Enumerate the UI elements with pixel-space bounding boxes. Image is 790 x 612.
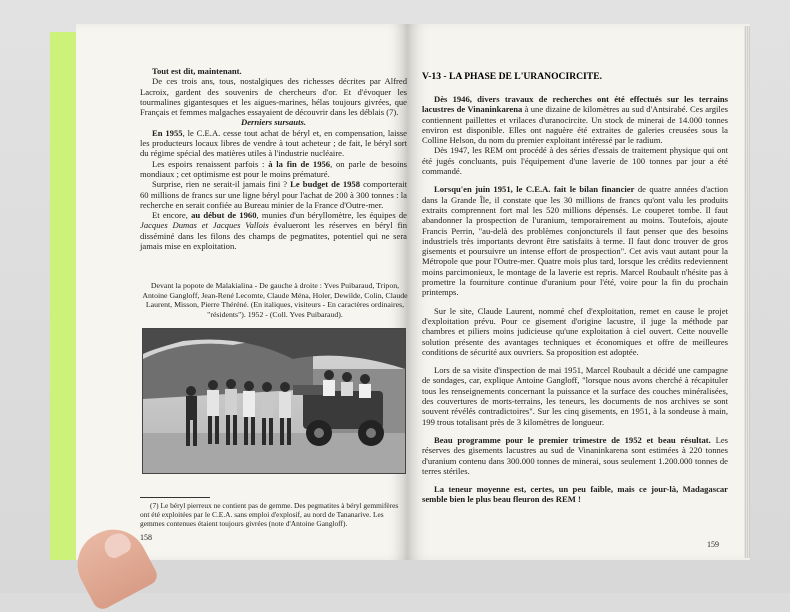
page-edges	[744, 26, 750, 558]
paragraph-1947: Dès 1947, les REM ont procédé à des séries d'essais de traitement physique qui ont été jugés concluants, puis l'équipement d'une laverie de 100 tonnes par jour a été commandé.	[422, 145, 728, 177]
paragraph-programme	[422, 435, 728, 476]
paragraph-1955-text: , le C.E.A. cesse tout achat de béryl et, en compensation, laisse les producteurs locaux libres de vendre à tout acheteur ; de fait, le béryl sort du régime spécial des matières utiles à l'industrie nucléaire.	[140, 127, 407, 159]
photo-caption: Devant la popote de Malakialina - De gauche à droite : Yves Puibaraud, Tripon, Antoine Gangloff, Jean-René Lecomte, Claude Ména, Holer, Dewilde, Colin, Claude Laurent, Misson, Pierre Théréné. (En italiques, visiteurs - En caractères ordinaires, "résidents"). 1952 - (Coll. Yves Puibaraud).	[142, 281, 408, 319]
left-page-number: 158	[140, 533, 152, 542]
r1-rest: à une dizaine de kilomètres au sud d'Antsirabé. Ces argiles contiennent paillettes et vrilaces d'uranocircite. Un stock de minerai de 14.000 tonnes environ est disponible. Elles ont naguère été extraites de galeries creusées sous la Colline Helson, du nom du premier exploitant intéressé par le radium.	[422, 104, 728, 146]
intro-paragraph: De ces trois ans, tous, nostalgiques des richesses décrites par Alfred Lacroix, gardent des souvenirs de chercheurs d'or. Et d'évoquer les tourmalines gigantesques et les aigues-marines, hélas toujours givrées, que Français et femmes malgaches essayaient de découvrir dans les déblais (7).	[140, 76, 407, 118]
paragraph-1956	[140, 159, 407, 180]
r1-bold: Dès 1946, divers travaux de recherches ont été effectués sur les terrains lacustres de Vinaninkarena	[422, 94, 728, 115]
p4-bold: au début de 1960	[191, 210, 257, 221]
left-text-column	[140, 66, 407, 251]
r6-rest: Les réserves des gisements lacustres au sud de Vinaninkarena sont estimées à 220 tonnes d'uranium contenu dans 300.000 tonnes de minerai, sous seulement 1.200.000 tonnes de terres stériles.	[422, 434, 728, 476]
p2-rest: , on parle de besoins mondiaux ; cet optimisme est pour le moins prématuré.	[140, 158, 407, 179]
section-title: Derniers sursauts.	[241, 117, 306, 128]
footnote-rule	[140, 497, 210, 498]
right-page-number: 159	[707, 540, 719, 549]
p3-rest: comporterait 60 millions de francs sur une ligne béryl pour l'achat de 200 à 300 tonnes : la recherche en serait confiée au Bureau minier de la France d'Outre-mer.	[140, 179, 407, 210]
intro-heading: Tout est dit, maintenant.	[152, 66, 242, 76]
footnote-text: (7) Le béryl pierreux ne contient pas de gemme. Des pegmatites à béryl gemmifères ont été exploitées par le C.E.A. sans emploi d'explosif, au nord de Tananarive. Les gemmes contenues étaient toujours givrées (note d'Antoine Gangloff).	[140, 501, 399, 528]
paragraph-1951	[422, 184, 728, 297]
r3-bold: Lorsqu'en juin 1951, le C.E.A. fait le bilan financier	[434, 184, 635, 195]
r6-bold: Beau programme pour le premier trimestre de 1952 et beau résultat.	[434, 434, 711, 445]
paragraph-inspection: Lors de sa visite d'inspection de mai 1951, Marcel Roubault a décidé une campagne de sondages, car, explique Antoine Gangloff, "lorsque nous avons cherché à récapituler tous les renseignements concernant la puissance et la surface des couches minéralisées, des couvertures de morts-terrains, les teneurs, les documents de nos archives se sont souvent révélés contradictoires". Sur les cinq gisements, en 1951, à la sondeuse à main, 199 trous totalisant près de 3 kilomètres de longueur.	[422, 365, 728, 427]
p3-bold: Le budget de 1958	[290, 179, 361, 190]
paragraph-1958	[140, 179, 407, 210]
year-1955: En 1955	[152, 127, 183, 138]
r7-bold: La teneur moyenne est, certes, un peu faible, mais ce jour-là, Madagascar semble bien le plus beau fleuron des REM !	[422, 484, 728, 505]
footnote	[140, 502, 408, 528]
p4-rest: évalueront les réserves en béryl fin disséminé dans les filons des champs de pegmatites, potentiel qui ne sera jamais mise en exploitation.	[140, 220, 407, 252]
right-text-column	[422, 94, 728, 505]
paragraph-1946	[422, 94, 728, 145]
paragraph-site: Sur le site, Claude Laurent, nommé chef d'exploitation, remet en cause le projet d'exploitation prévu. Pour ce gisement d'origine lacustre, il juge la méthode par chambres et piliers moins judicieuse qu'une exploitation à ciel ouvert. Cette nouvelle solution présente des avantages techniques et économiques et offre de meilleures conditions de sécurité aux ouvriers. Sa proposition est adoptée.	[422, 305, 728, 357]
p3-text: Surprise, rien ne serait-il jamais fini ?	[152, 179, 291, 190]
p2-text: Les espoirs renaissent parfois :	[152, 158, 269, 169]
p4-text: Et encore,	[152, 210, 192, 221]
group-photo	[142, 328, 406, 474]
paragraph-conclusion	[422, 484, 728, 505]
p4-mid: , munies d'un béryllomètre, les équipes de	[256, 210, 407, 221]
chapter-title: V-13 - LA PHASE DE L'URANOCIRCITE.	[422, 71, 602, 82]
r3-rest: de quatre années d'action dans la Grande Île, il constate que les 30 millions de francs qu'ont valu les produits extraits comprennent fort mal les 520 millions dépensés. Le couperet tombe. Il faut abandonner la prospection de l'uranium, temporairement au moins. Toutefois, ajoute Francis Perrin, "au-delà des problèmes conjoncturels il faut penser que des besoins industriels très importants devront être satisfaits à terme. Il faut donc trouver de gros gisements et poursuivre un intense effort de prospection". Cet avis vaut autant pour la Métropole que pour l'Outre-mer. Quatre mois plus tard, lorsque les crédits redeviennent moins parcimonieux, le montage de la laverie est repris. Marcel Roubault n'hésite pas à promettre la fourniture continue d'uranium pour l'été, voire pour la fin du prochain printemps.	[422, 184, 728, 298]
photo-drawing	[143, 329, 405, 473]
paragraph-1960	[140, 210, 407, 251]
p2-bold: à la fin de 1956	[268, 158, 331, 169]
paragraph-1955	[140, 128, 407, 159]
p4-italic: Jacques Dumas et Jacques Vallois	[140, 220, 269, 231]
